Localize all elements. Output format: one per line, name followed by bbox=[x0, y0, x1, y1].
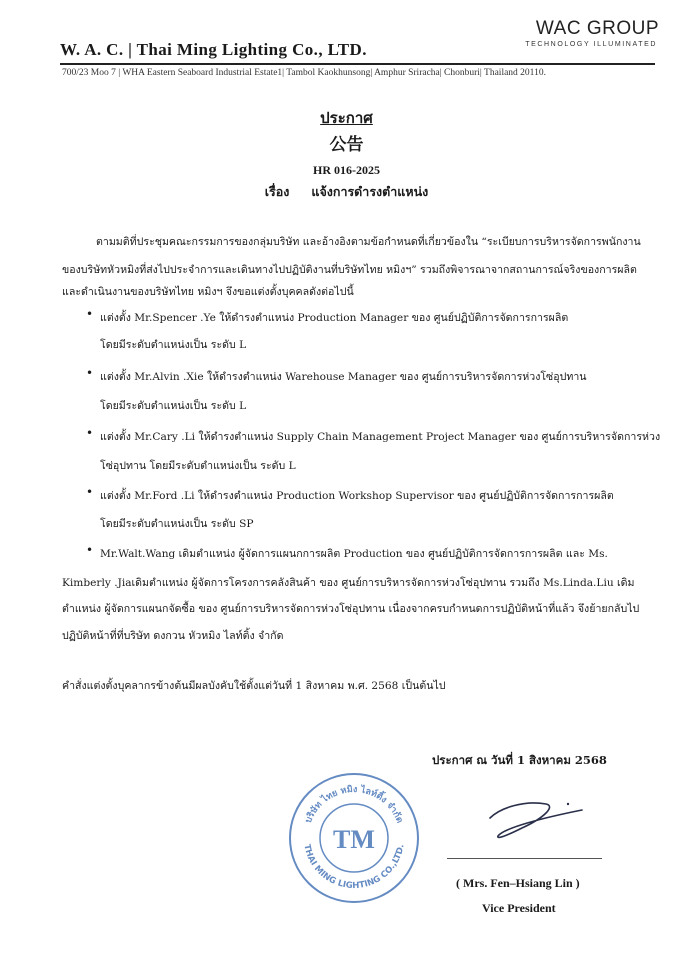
signature-line bbox=[447, 858, 602, 859]
bullet-icon: • bbox=[86, 543, 94, 557]
reassignment-line: ตำแหน่ง ผู้จัดการแผนกจัดซื้อ ของ ศูนย์การบริหารจัดการห่วงโซ่อุปทาน เนื่องจากครบกำหนดการปฏิบัติหน้าที่แล้ว จึงย้ายกลับไป bbox=[62, 603, 640, 615]
document-number: HR 016-2025 bbox=[313, 163, 380, 177]
appointment-line: แต่งตั้ง Mr.Cary .Li ให้ดำรงตำแหน่ง Supply Chain Management Project Manager ของ ศูนย์การบริหารจัดการห่วง bbox=[100, 431, 661, 443]
appointment-level: โซ่อุปทาน โดยมีระดับตำแหน่งเป็น ระดับ L bbox=[100, 460, 296, 472]
appointment-level: โดยมีระดับตำแหน่งเป็น ระดับ L bbox=[100, 400, 247, 412]
announcement-title-thai: ประกาศ bbox=[320, 109, 373, 127]
intro-line: ตามมติที่ประชุมคณะกรรมการของกลุ่มบริษัท และอ้างอิงตามข้อกำหนดที่เกี่ยวข้องใน “ระเบียบการบริหารจัดการพนักงาน bbox=[96, 236, 641, 248]
company-address: 700/23 Moo 7 | WHA Eastern Seaboard Industrial Estate1| Tambol Kaokhunsong| Amphur Sriracha| Chonburi| Thailand 20110. bbox=[62, 68, 546, 78]
reassignment-line: Kimberly .Jiaเดิมตำแหน่ง ผู้จัดการโครงการคลังสินค้า ของ ศูนย์การบริหารจัดการห่วงโซ่อุปทาน รวมถึง Ms.Linda.Liu เดิม bbox=[62, 577, 635, 589]
announcement-date: ประกาศ ณ วันที่ 1 สิงหาคม 2568 bbox=[432, 753, 607, 767]
reassignment-line: Mr.Walt.Wang เดิมตำแหน่ง ผู้จัดการแผนกการผลิต Production ของ ศูนย์ปฏิบัติการจัดการการผลิต และ Ms. bbox=[100, 548, 608, 560]
bullet-icon: • bbox=[86, 366, 94, 380]
company-name: W. A. C. | Thai Ming Lighting Co., LTD. bbox=[60, 40, 367, 59]
handwritten-signature bbox=[482, 790, 592, 846]
header-divider bbox=[60, 63, 655, 65]
appointment-line: แต่งตั้ง Mr.Alvin .Xie ให้ดำรงตำแหน่ง Warehouse Manager ของ ศูนย์การบริหารจัดการห่วงโซ่อุปทาน bbox=[100, 371, 587, 383]
brand-tagline: TECHNOLOGY ILLUMINATED bbox=[525, 41, 657, 48]
appointment-level: โดยมีระดับตำแหน่งเป็น ระดับ SP bbox=[100, 518, 254, 530]
bullet-icon: • bbox=[86, 426, 94, 440]
bullet-icon: • bbox=[86, 485, 94, 499]
subject-text: แจ้งการดำรงตำแหน่ง bbox=[311, 184, 429, 199]
effective-date-statement: คำสั่งแต่งตั้งบุคลากรข้างต้นมีผลบังคับใช้ตั้งแต่วันที่ 1 สิงหาคม พ.ศ. 2568 เป็นต้นไป bbox=[62, 680, 446, 692]
appointment-level: โดยมีระดับตำแหน่งเป็น ระดับ L bbox=[100, 339, 247, 351]
reassignment-line: ปฏิบัติหน้าที่ที่บริษัท ดงกวน หัวหมิง ไลท์ติ้ง จำกัด bbox=[62, 630, 284, 642]
intro-line: และดำเนินงานของบริษัทไทย หมิงฯ จึงขอแต่งตั้งบุคคลดังต่อไปนี้ bbox=[62, 286, 354, 298]
svg-text:บริษัท ไทย หมิง ไลท์ติ้ง จำกัด: บริษัท ไทย หมิง ไลท์ติ้ง จำกัด bbox=[303, 784, 405, 825]
signer-position: Vice President bbox=[482, 901, 556, 915]
svg-text:TM: TM bbox=[333, 825, 375, 854]
bullet-icon: • bbox=[86, 307, 94, 321]
company-stamp bbox=[284, 768, 424, 908]
svg-text:THAI MING LIGHTING CO.,LTD.: THAI MING LIGHTING CO.,LTD. bbox=[301, 843, 407, 892]
announcement-title-chinese: 公告 bbox=[329, 135, 364, 155]
subject-line bbox=[0, 182, 693, 202]
appointment-line: แต่งตั้ง Mr.Spencer .Ye ให้ดำรงตำแหน่ง Production Manager ของ ศูนย์ปฏิบัติการจัดการการผลิต bbox=[100, 312, 569, 324]
subject-label: เรื่อง bbox=[264, 184, 290, 199]
intro-line: ของบริษัทหัวหมิงที่ส่งไปประจำการและเดินทางไปปฏิบัติงานที่บริษัทไทย หมิงฯ” รวมถึงพิจารณาจากสถานการณ์จริงของการผลิต bbox=[62, 264, 637, 276]
signer-name: ( Mrs. Fen–Hsiang Lin ) bbox=[456, 876, 580, 890]
brand-logo-name: WAC GROUP bbox=[535, 18, 659, 39]
appointment-line: แต่งตั้ง Mr.Ford .Li ให้ดำรงตำแหน่ง Production Workshop Supervisor ของ ศูนย์ปฏิบัติการจัดการการผลิต bbox=[100, 490, 614, 502]
